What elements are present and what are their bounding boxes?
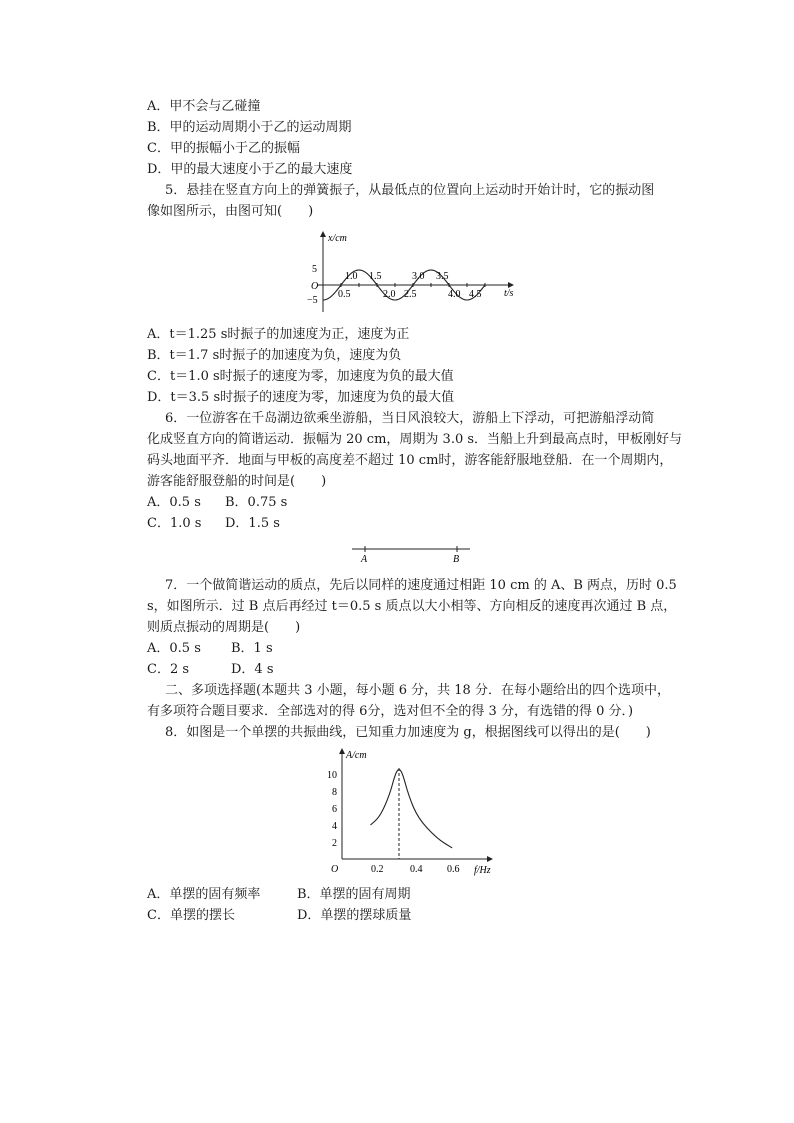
q5-ytick-pos: 5 xyxy=(312,264,317,275)
q5-vibration-graph xyxy=(295,228,525,316)
q8-y-axis-label: A/cm xyxy=(346,750,367,761)
q4-option-d: D．甲的最大速度小于乙的最大速度 xyxy=(147,162,353,177)
q6-stem-line4: 游客能舒服登船的时间是( ) xyxy=(147,474,327,489)
q8-origin: O xyxy=(331,864,339,875)
q8-ytick-6: 6 xyxy=(332,804,337,815)
q5-origin: O xyxy=(311,281,319,292)
q5-option-c: C．t＝1.0 s时振子的速度为零，加速度为负的最大值 xyxy=(147,369,454,384)
q5-label-2-5: 2.5 xyxy=(404,289,417,300)
q5-label-4-0: 4.0 xyxy=(448,289,461,300)
q6-option-c: C．1.0 s xyxy=(147,516,202,531)
q8-xtick-0-4: 0.4 xyxy=(410,864,423,875)
q8-ytick-4: 4 xyxy=(332,821,337,832)
q6-option-d: D．1.5 s xyxy=(225,516,280,531)
q5-stem-line1: 5．悬挂在竖直方向上的弹簧振子，从最低点的位置向上运动时开始计时，它的振动图 xyxy=(165,183,655,198)
q5-option-a: A．t＝1.25 s时振子的加速度为正，速度为正 xyxy=(147,327,410,342)
q8-options-row1 xyxy=(147,886,411,904)
q8-options-row2 xyxy=(147,907,411,925)
q8-resonance-graph xyxy=(322,745,500,877)
q5-label-3-0: 3.0 xyxy=(412,271,425,282)
q8-xtick-0-2: 0.2 xyxy=(371,864,384,875)
q5-ytick-neg: −5 xyxy=(307,295,318,306)
q6-stem-line2: 化成竖直方向的简谐运动．振幅为 20 cm，周期为 3.0 s．当船上升到最高点时，甲板刚好与 xyxy=(147,432,683,447)
q5-label-1-5: 1.5 xyxy=(369,271,382,282)
q6-option-a: A．0.5 s xyxy=(147,495,201,510)
section2-heading-line1: 二、多项选择题(本题共 3 小题，每小题 6 分，共 18 分．在每小题给出的四个选项中， xyxy=(165,683,670,698)
q5-stem-line2: 像如图所示，由图可知( ) xyxy=(147,204,314,219)
q4-option-c: C．甲的振幅小于乙的振幅 xyxy=(147,141,300,156)
q5-label-0-5: 0.5 xyxy=(338,289,351,300)
q8-option-c: C．单摆的摆长 xyxy=(147,908,235,923)
q8-option-b: B．单摆的固有周期 xyxy=(297,887,411,902)
q4-option-a: A．甲不会与乙碰撞 xyxy=(147,99,261,114)
q6-option-b: B．0.75 s xyxy=(225,495,288,510)
q7-stem-line3: 则质点振动的周期是( ) xyxy=(147,620,301,635)
q5-x-axis-label: t/s xyxy=(504,288,514,299)
q7-stem-line2: s，如图所示．过 B 点后再经过 t＝0.5 s 质点以大小相等、方向相反的速度再次通过 B 点， xyxy=(147,599,677,614)
q5-label-4-5: 4.5 xyxy=(469,289,482,300)
q7-options-row1 xyxy=(147,640,273,658)
q5-option-d: D．t＝3.5 s时振子的速度为零，加速度为负的最大值 xyxy=(147,390,455,405)
q8-ytick-2: 2 xyxy=(332,838,337,849)
q8-stem: 8．如图是一个单摆的共振曲线，已知重力加速度为 g，根据图线可以得出的是( ) xyxy=(165,725,651,740)
q7-point-b: B xyxy=(453,554,460,565)
q8-ytick-10: 10 xyxy=(327,770,337,781)
q5-label-3-5: 3.5 xyxy=(436,271,449,282)
q6-options-row1 xyxy=(147,494,287,512)
q7-option-d: D．4 s xyxy=(231,662,274,677)
q6-stem-line1: 6．一位游客在千岛湖边欲乘坐游船，当日风浪较大，游船上下浮动，可把游船浮动简 xyxy=(165,411,655,426)
q8-option-d: D．单摆的摆球质量 xyxy=(297,908,412,923)
q7-option-b: B．1 s xyxy=(231,641,273,656)
q5-label-1-0: 1.0 xyxy=(345,271,358,282)
q5-label-2-0: 2.0 xyxy=(383,289,396,300)
q8-x-axis-label: f/Hz xyxy=(474,865,491,876)
q8-ytick-8: 8 xyxy=(332,787,337,798)
q6-options-row2 xyxy=(147,515,280,533)
q8-xtick-0-6: 0.6 xyxy=(447,864,460,875)
section2-heading-line2: 有多项符合题目要求．全部选对的得 6分，选对但不全的得 3 分，有选错的得 0 分．) xyxy=(147,704,634,719)
q4-option-b: B．甲的运动周期小于乙的运动周期 xyxy=(147,120,352,135)
q8-resonance-curve xyxy=(371,770,453,848)
q7-option-a: A．0.5 s xyxy=(147,641,201,656)
q7-point-a: A xyxy=(361,554,368,565)
q5-y-axis-label: x/cm xyxy=(328,233,347,244)
q6-stem-line3: 码头地面平齐．地面与甲板的高度差不超过 10 cm时，游客能舒服地登船．在一个周期内， xyxy=(147,453,673,468)
q7-option-c: C．2 s xyxy=(147,662,190,677)
q7-options-row2 xyxy=(147,661,274,679)
q7-line-figure xyxy=(350,543,475,565)
q5-option-b: B．t＝1.7 s时振子的加速度为负，速度为负 xyxy=(147,348,402,363)
q7-stem-line1: 7．一个做简谐运动的质点，先后以同样的速度通过相距 10 cm 的 A、B 两点，历时 0.5 xyxy=(165,578,677,593)
q8-option-a: A．单摆的固有频率 xyxy=(147,887,261,902)
